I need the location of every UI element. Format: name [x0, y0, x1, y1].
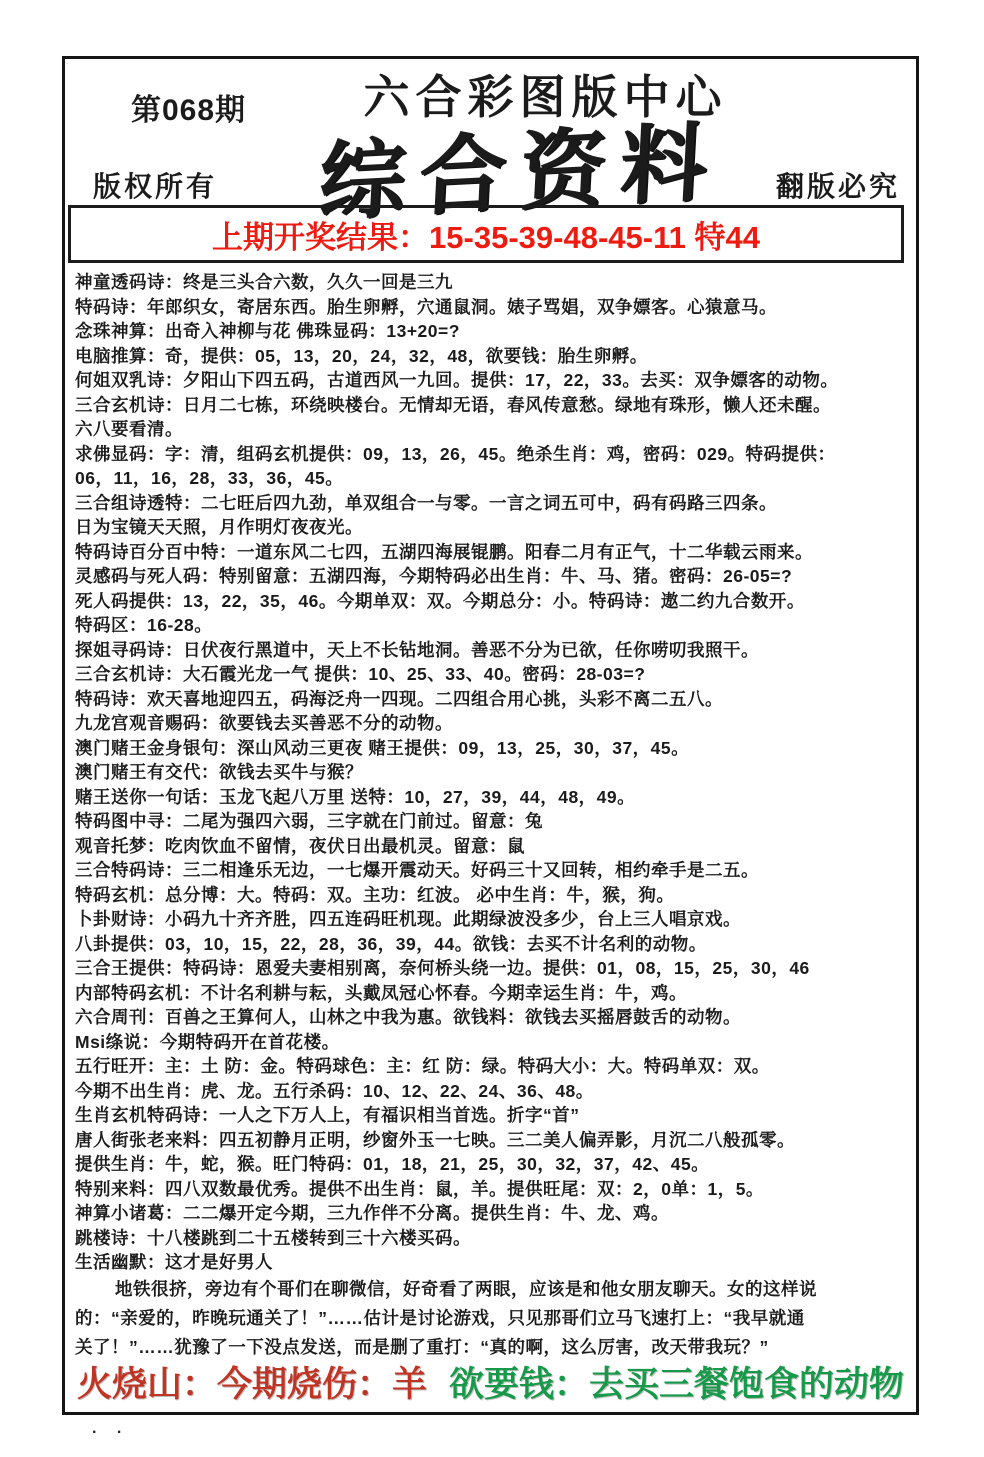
- site-title: 六合彩图版中心: [363, 72, 728, 123]
- body-line: 三合玄机诗：大石霞光龙一气 提供：10、25、33、40。密码：28-03=?: [75, 664, 646, 684]
- body-line: 内部特码玄机：不计名利耕与耘，头戴凤冠心怀春。今期幸运生肖：牛，鸡。: [75, 982, 687, 1003]
- body-line: 提供生肖：牛，蛇，猴。旺门特码：01，18，21，25，30，32，37，42、45。: [75, 1154, 710, 1174]
- scan-artifact-dots: . .: [92, 1420, 130, 1437]
- body-line: 赌王送你一句话：玉龙飞起八万里 送特：10，27，39，44，48，49。: [75, 786, 636, 807]
- body-line: 探姐寻码诗：日伏夜行黑道中，天上不长钻地洞。善恶不分为已欲，任你唠叨我照干。: [75, 639, 759, 660]
- bottom-banner: [65, 1355, 916, 1409]
- body-line: 卜卦财诗：小码九十齐齐胜，四五连码旺机现。此期绿波没多少，台上三人唱京戏。: [75, 909, 741, 929]
- body-line: 澳门赌王金身银句：深山风动三更夜 赌王提供：09，13，25，30，37，45。: [75, 737, 690, 758]
- body-line: 何姐双乳诗：夕阳山下四五码，古道西风一九回。提供：17，22，33。去买：双争嫖客的动物。: [75, 370, 839, 390]
- joke-line: 地铁很挤，旁边有个哥们在聊微信，好奇看了两眼，应该是和他女朋友聊天。女的这样说: [115, 1278, 817, 1299]
- body-line: 三合玄机诗：日月二七栋，环绕映楼台。无情却无语，春风传意愁。绿地有珠形，懒人还未醒。: [75, 394, 831, 415]
- body-line: 日为宝镜天天照，月作明灯夜夜光。: [75, 517, 363, 537]
- body-line: 唐人街张老来料：四五初静月正明，纱窗外玉一七映。三二美人偏弄影，月沉二八般孤零。: [75, 1129, 795, 1150]
- body-line: 三合特码诗：三二相逢乐无边，一七爆开震动天。好码三十又回转，相约牵手是二五。: [75, 860, 759, 880]
- body-line: 生肖玄机特码诗：一人之下万人上，有福识相当首选。折字“首”: [75, 1105, 580, 1125]
- body-line: 06，11，16，28，33，36，45。: [75, 468, 344, 488]
- body-line: 灵感码与死人码：特别留意：五湖四海，今期特码必出生肖：牛、马、猪。密码：26-05=?: [75, 566, 793, 586]
- body-line: 澳门赌王有交代：欲钱去买牛与猴？: [75, 762, 363, 782]
- body-line: Msi绦说：今期特码开在首花楼。: [75, 1031, 340, 1052]
- fire-mountain-red-text: 火烧山：今期烧伤：羊: [76, 1365, 427, 1404]
- body-line: 六合周刊：百兽之王算何人，山林之中我为惠。欲钱料：欲钱去买摇唇鼓舌的动物。: [75, 1007, 741, 1027]
- body-line: 三合组诗透特：二七旺后四九劲，单双组合一与零。一言之词五可中，码有码路三四条。: [75, 492, 777, 513]
- body-line: 五行旺开：主：土 防：金。特码球色：主：红 防：绿。特码大小：大。特码单双：双。: [75, 1056, 770, 1076]
- body-line: 电脑推算：奇，提供：05，13，20，24，32，48，欲要钱：胎生卵孵。: [75, 345, 648, 366]
- body-line: 特码诗：年郎织女，寄居东西。胎生卵孵，穴通鼠洞。婊子骂娼，双争嫖客。心猿意马。: [75, 296, 777, 317]
- money-tip-green-text: 欲要钱：去买三餐饱食的动物: [449, 1365, 905, 1404]
- body-line: 念珠神算：出奇入神柳与花 佛珠显码：13+20=?: [75, 321, 460, 341]
- copyright-left: 版权所有: [93, 171, 218, 202]
- issue-number: 第068期: [131, 94, 247, 127]
- body-line: 神算小诸葛：二二爆开定今期，三九作伴不分离。提供生肖：牛、龙、鸡。: [75, 1203, 669, 1223]
- body-line: 生活幽默：这才是好男人: [75, 1252, 273, 1272]
- body-line: 特码玄机：总分博：大。特码：双。主功：红波。 必中生肖：牛，猴，狗。: [75, 884, 675, 905]
- body-line: 神童透码诗：终是三头合六数，久久一回是三九: [75, 272, 453, 292]
- joke-line: 关了！”……犹豫了一下没点发送，而是删了重打：“真的啊，这么厉害，改天带我玩？”: [75, 1336, 769, 1357]
- copyright-right: 翻版必究: [775, 171, 900, 202]
- body-line: 特码区：16-28。: [75, 615, 213, 635]
- joke-line: 的：“亲爱的，昨晚玩通关了！”……估计是讨论游戏，只见那哥们立马飞速打上：“我早就通: [75, 1307, 805, 1328]
- body-line: 求佛显码：字：清，组码玄机提供：09，13，26，45。绝杀生肖：鸡，密码：029。特码提供：: [75, 443, 836, 464]
- body-text: [75, 270, 912, 1362]
- body-line: 特码诗：欢天喜地迎四五，码海泛舟一四现。二四组合用心挑，头彩不离二五八。: [75, 688, 723, 709]
- body-line: 九龙宫观音赐码：欲要钱去买善恶不分的动物。: [75, 713, 453, 733]
- previous-result-banner: [68, 205, 904, 263]
- body-line: 三合王提供：特码诗：恩爱夫妻相别离，奈何桥头绕一边。提供：01，08，15，25，30，46: [75, 958, 810, 978]
- body-line: 六八要看清。: [75, 419, 183, 439]
- page-border: [62, 56, 919, 1415]
- previous-result-text: 上期开奖结果：15-35-39-48-45-11 特44: [212, 219, 760, 255]
- body-line: 特码诗百分百中特：一道东风二七四，五湖四海展锟鹏。阳春二月有正气，十二华载云雨来。: [75, 541, 813, 562]
- body-line: 八卦提供：03，10，15，22，28，36，39，44。欲钱：去买不计名利的动物。: [75, 933, 707, 954]
- body-line: 今期不出生肖：虎、龙。五行杀码：10、12、22、24、36、48。: [75, 1080, 594, 1101]
- body-line: 特码图中寻：二尾为强四六弱，三字就在门前过。留意：兔: [75, 811, 543, 831]
- body-line: 特别来料：四八双数最优秀。提供不出生肖：鼠，羊。提供旺尾：双：2，0单：1，5。: [75, 1178, 764, 1199]
- body-line: 观音托梦：吃肉饮血不留情，夜伏日出最机灵。留意：鼠: [75, 835, 525, 856]
- main-title: 综合资料: [316, 114, 723, 232]
- body-line: 死人码提供：13，22，35，46。今期单双：双。今期总分：小。特码诗：遨二约九合数开。: [75, 590, 805, 611]
- body-line: 跳楼诗：十八楼跳到二十五楼转到三十六楼买码。: [75, 1227, 471, 1248]
